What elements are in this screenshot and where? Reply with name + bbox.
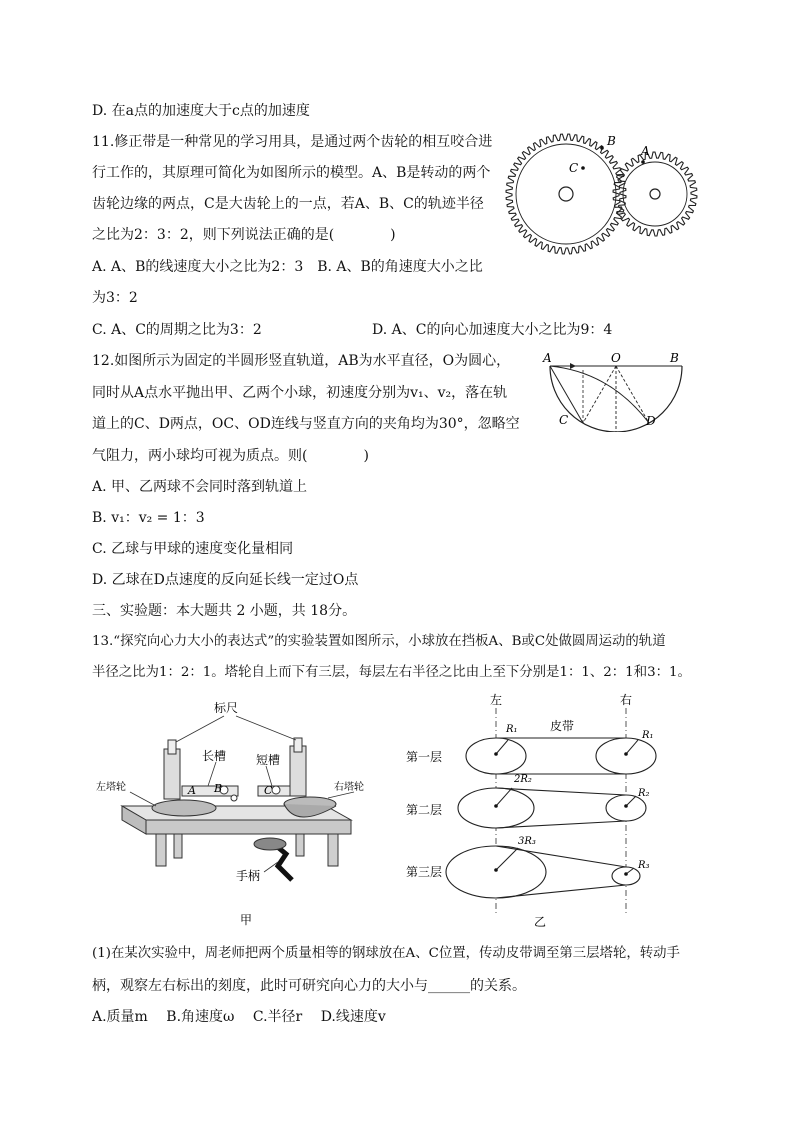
gear-teeth-outline	[506, 134, 626, 254]
line-oc	[583, 366, 616, 423]
q13-line-1: 13.“探究向心力大小的表达式”的实验装置如图所示，小球放在挡板A、B或C处做圆周运动的轨道	[92, 634, 666, 649]
table-front	[146, 820, 351, 834]
q12-option-d: D. 乙球在D点速度的反向延长线一定过O点	[92, 572, 359, 588]
belt-wheel	[254, 838, 286, 850]
table-leg	[156, 834, 166, 866]
table-leg	[296, 834, 304, 856]
leader-short-groove	[266, 766, 272, 786]
q12-option-c: C. 乙球与甲球的速度变化量相同	[92, 541, 294, 557]
q11-line-4: 之比为2：3：2，则下列说法正确的是( )	[92, 227, 396, 243]
label-changcao: 长槽	[202, 749, 227, 763]
label-a: A	[543, 351, 552, 365]
q12-line-4: 气阻力，两小球均可视为质点。则( )	[92, 448, 369, 464]
caption-jia: 甲	[240, 913, 253, 927]
label-layer2: 第二层	[406, 803, 443, 817]
point-c	[581, 166, 585, 170]
label-b: B	[214, 782, 223, 795]
velocity-arrow	[570, 363, 576, 369]
q13-line-2: 半径之比为1：2：1。塔轮自上而下有三层，每层左右半径之比由上至下分别是1：1、2：1和3：1。	[92, 665, 691, 680]
leader-left-tower	[130, 792, 156, 806]
gear-body-circle	[623, 162, 687, 226]
label-r3-right: R₃	[638, 860, 650, 871]
label-layer1: 第一层	[406, 750, 443, 764]
label-d: D	[646, 414, 656, 428]
pulley-figure	[400, 690, 670, 930]
q11-option-d: D. A、C的向心加速度大小之比为9：4	[372, 322, 613, 338]
layer3-left-wheel	[446, 846, 546, 898]
q11-line-1: 11.修正带是一种常见的学习用具，是通过两个齿轮的相互咬合进	[92, 134, 493, 150]
point-a	[641, 160, 645, 164]
label-c: C	[569, 161, 579, 175]
left-scale-column	[164, 749, 180, 799]
label-o: O	[611, 351, 621, 365]
gear-body-circle	[516, 144, 616, 244]
small-gear-hub	[650, 189, 660, 199]
point-b	[600, 146, 604, 150]
q12-line-3: 道上的C、D两点，OC、OD连线与竖直方向的夹角均为30°，忽略空	[92, 416, 520, 432]
label-b: B	[607, 134, 616, 148]
left-scale-top	[168, 740, 176, 754]
q13-part1-options: A.质量m B.角速度ω C.半径r D.线速度v	[92, 1009, 386, 1025]
q11-options-ab-cont: 为3：2	[92, 290, 138, 306]
label-zuotalun: 左塔轮	[96, 782, 126, 793]
semicircle-track-figure	[540, 350, 690, 432]
label-2r2: 2R₂	[514, 774, 532, 785]
q13-part1-line-1: (1)在某次实验中，周老师把两个质量相等的钢球放在A、C位置，传动皮带调至第三层塔轮，转动手	[92, 946, 680, 961]
knob	[231, 795, 237, 801]
label-c: C	[559, 413, 569, 427]
q12-line-2: 同时从A点水平抛出甲、乙两个小球，初速度分别为v₁、v₂，落在轨	[92, 385, 508, 401]
label-duancao: 短槽	[256, 753, 281, 767]
label-a: A	[641, 144, 650, 158]
label-r2-right: R₂	[638, 788, 650, 799]
caption-yi: 乙	[534, 915, 547, 929]
label-shoubing: 手柄	[236, 869, 261, 883]
label-layer3: 第三层	[406, 865, 443, 879]
layer1-left-wheel	[466, 738, 526, 774]
q11-option-c: C. A、C的周期之比为3：2	[92, 322, 262, 338]
q13-part1-line-2: 柄，观察左右标出的刻度，此时可研究向心力的大小与______的关系。	[92, 978, 526, 994]
option-d-q10: D. 在a点的加速度大于c点的加速度	[92, 103, 310, 119]
label-biaochi: 标尺	[214, 701, 239, 715]
big-gear-hub	[559, 187, 573, 201]
layer3-right-wheel	[612, 867, 640, 885]
q12-option-b: B. v₁：v₂ = 1：3	[92, 510, 205, 526]
left-tower-wheel	[152, 800, 216, 816]
leader-biaochi-left	[176, 716, 224, 742]
table-leg	[174, 834, 182, 858]
label-r1-right: R₁	[642, 730, 654, 741]
leader-biaochi-right	[236, 716, 296, 740]
layer1-right-wheel	[596, 738, 656, 774]
label-belt: 皮带	[550, 719, 575, 733]
label-r1-left: R₁	[506, 724, 518, 735]
q11-line-2: 行工作的，其原理可简化为如图所示的模型。A、B是转动的两个	[92, 165, 491, 181]
label-a: A	[188, 784, 196, 797]
big-gear	[506, 134, 626, 254]
q12-line-1: 12.如图所示为固定的半圆形竖直轨道，AB为水平直径，O为圆心，	[92, 353, 511, 369]
label-c: C	[264, 784, 273, 797]
small-gear	[613, 152, 697, 236]
table-leg	[328, 834, 338, 866]
right-scale-column	[290, 746, 306, 796]
label-b: B	[670, 351, 679, 365]
label-right: 右	[620, 693, 633, 707]
q11-line-3: 齿轮边缘的两点，C是大齿轮上的一点，若A、B、C的轨迹半径	[92, 196, 484, 212]
section-3-heading: 三、实验题：本大题共 2 小题，共 18分。	[92, 603, 357, 619]
gear-teeth-outline	[613, 152, 697, 236]
q12-option-a: A. 甲、乙两球不会同时落到轨道上	[92, 479, 308, 495]
label-3r3: 3R₃	[518, 836, 536, 847]
q11-options-ab: A. A、B的线速度大小之比为2：3 B. A、B的角速度大小之比	[92, 259, 483, 275]
label-youtalun: 右塔轮	[334, 782, 364, 793]
ball-c	[272, 786, 280, 794]
label-left: 左	[490, 693, 503, 707]
layer2-left-wheel	[458, 788, 534, 828]
gear-figure	[498, 128, 708, 258]
apparatus-figure	[96, 694, 386, 934]
